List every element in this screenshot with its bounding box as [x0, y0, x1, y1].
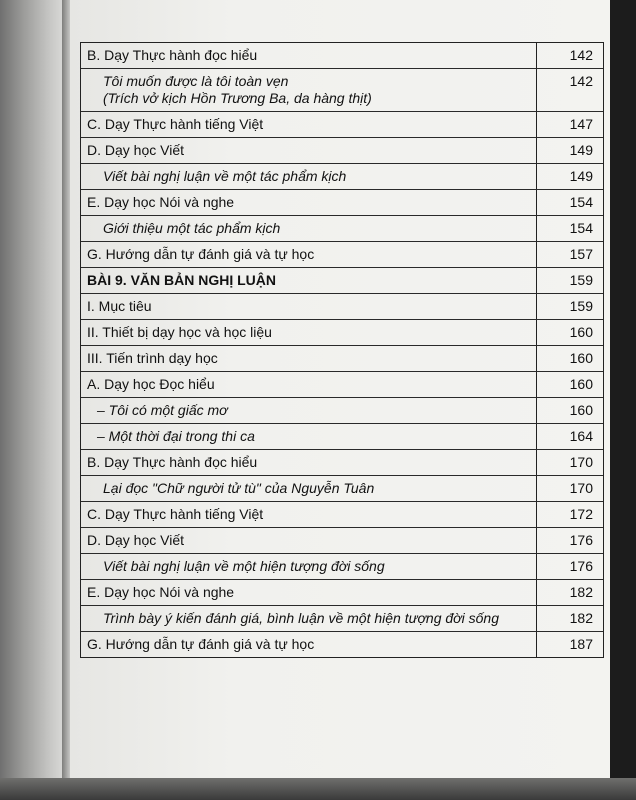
toc-entry-text: Viết bài nghị luận về một hiện tượng đời sống	[103, 558, 385, 574]
toc-row	[81, 242, 603, 268]
toc-entry-text: – Tôi có một giấc mơ	[97, 402, 228, 418]
toc-page-number: 154	[536, 216, 603, 241]
toc-row	[81, 164, 603, 190]
toc-entry-text: C. Dạy Thực hành tiếng Việt	[87, 506, 264, 522]
toc-page-number: 159	[536, 268, 603, 293]
toc-page-number: 172	[536, 502, 603, 527]
toc-page-number: 149	[536, 164, 603, 189]
toc-row	[81, 606, 603, 632]
toc-row	[81, 398, 603, 424]
toc-row	[81, 138, 603, 164]
toc-page-number: 160	[536, 398, 603, 423]
toc-entry-text: D. Dạy học Viết	[87, 532, 185, 548]
toc-entry-text: A. Dạy học Đọc hiểu	[87, 376, 215, 392]
toc-entry-text: D. Dạy học Viết	[87, 142, 185, 158]
toc-entry-text: C. Dạy Thực hành tiếng Việt	[87, 116, 264, 132]
toc-row	[81, 476, 603, 502]
toc-row	[81, 190, 603, 216]
table-of-contents	[80, 42, 604, 658]
toc-entry-text: I. Mục tiêu	[87, 298, 152, 314]
toc-page-number: 149	[536, 138, 603, 163]
toc-page-number: 170	[536, 476, 603, 501]
toc-entry-text: – Một thời đại trong thi ca	[97, 428, 255, 444]
toc-entry-text: Giới thiệu một tác phẩm kịch	[103, 220, 281, 236]
toc-row	[81, 346, 603, 372]
toc-page-number: 159	[536, 294, 603, 319]
toc-page-number: 142	[536, 69, 603, 111]
toc-row	[81, 632, 603, 657]
toc-page-number: 160	[536, 346, 603, 371]
toc-entry-text: E. Dạy học Nói và nghe	[87, 194, 235, 210]
toc-row	[81, 372, 603, 398]
toc-page-number: 164	[536, 424, 603, 449]
toc-row	[81, 502, 603, 528]
toc-page-number: 142	[536, 43, 603, 68]
toc-entry-text: Viết bài nghị luận về một tác phẩm kịch	[103, 168, 347, 184]
toc-entry-text: II. Thiết bị dạy học và học liệu	[87, 324, 272, 340]
toc-row	[81, 268, 603, 294]
toc-row	[81, 424, 603, 450]
toc-row	[81, 528, 603, 554]
toc-row	[81, 554, 603, 580]
toc-row	[81, 450, 603, 476]
toc-row	[81, 580, 603, 606]
toc-entry-text: E. Dạy học Nói và nghe	[87, 584, 235, 600]
toc-page-number: 187	[536, 632, 603, 657]
toc-entry-text: Trình bày ý kiến đánh giá, bình luận về một hiện tượng đời sống	[103, 610, 499, 626]
toc-entry-text: Tôi muốn được là tôi toàn vẹn (Trích vở kịch Hồn Trương Ba, da hàng thịt)	[103, 73, 372, 106]
toc-row	[81, 320, 603, 346]
toc-row	[81, 112, 603, 138]
toc-entry-text: Lại đọc "Chữ người tử tù" của Nguyễn Tuân	[103, 480, 375, 496]
toc-entry-text: B. Dạy Thực hành đọc hiểu	[87, 47, 258, 63]
toc-row	[81, 294, 603, 320]
toc-page-number: 182	[536, 606, 603, 631]
toc-row	[81, 69, 603, 112]
toc-page-number: 147	[536, 112, 603, 137]
dark-background-bottom	[0, 778, 636, 800]
toc-page-number: 157	[536, 242, 603, 267]
toc-page-number: 160	[536, 372, 603, 397]
toc-page-number: 154	[536, 190, 603, 215]
toc-page-number: 170	[536, 450, 603, 475]
toc-entry-text: BÀI 9. VĂN BẢN NGHỊ LUẬN	[87, 272, 277, 288]
toc-entry-text: III. Tiến trình dạy học	[87, 350, 218, 366]
toc-entry-text: B. Dạy Thực hành đọc hiểu	[87, 454, 258, 470]
facing-page-edge	[0, 0, 64, 800]
toc-page-number: 160	[536, 320, 603, 345]
toc-page-number: 182	[536, 580, 603, 605]
toc-page-number: 176	[536, 528, 603, 553]
toc-entry-text: G. Hướng dẫn tự đánh giá và tự học	[87, 636, 315, 652]
toc-row	[81, 43, 603, 69]
toc-row	[81, 216, 603, 242]
toc-entry-text: G. Hướng dẫn tự đánh giá và tự học	[87, 246, 315, 262]
toc-page-number: 176	[536, 554, 603, 579]
dark-background-right	[610, 0, 636, 800]
